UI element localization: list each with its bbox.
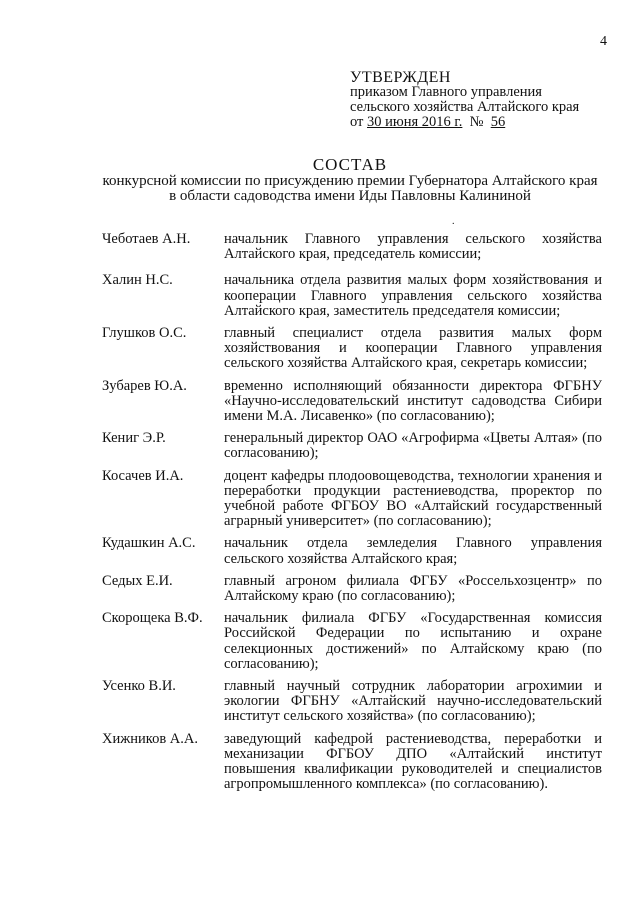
member-name: Кениг Э.Р. bbox=[102, 430, 166, 447]
member-row bbox=[102, 379, 602, 425]
document-subtitle-line-1: конкурсной комиссии по присуждению премии Губернатора Алтайского края bbox=[102, 173, 598, 189]
document-title: СОСТАВ bbox=[312, 155, 388, 174]
document-title-block bbox=[60, 156, 640, 204]
member-row bbox=[102, 611, 602, 672]
member-name: Зубарев Ю.А. bbox=[102, 377, 187, 394]
approval-date-prefix: от bbox=[350, 114, 368, 130]
member-name: Чеботаев А.Н. bbox=[102, 231, 191, 247]
member-row bbox=[102, 232, 602, 262]
member-row bbox=[102, 326, 602, 372]
approval-number-prefix: № bbox=[462, 114, 491, 130]
scan-dot: . bbox=[452, 216, 455, 227]
member-name: Косачев И.А. bbox=[102, 467, 184, 484]
member-name: Халин Н.С. bbox=[102, 272, 173, 289]
member-row bbox=[102, 273, 602, 319]
approval-department-line: сельского хозяйства Алтайского края bbox=[350, 99, 580, 115]
member-role: генеральный директор ОАО «Агрофирма «Цветы Алтая» (по согласованию); bbox=[224, 430, 602, 462]
approval-stamp bbox=[350, 70, 610, 130]
member-role: главный агроном филиала ФГБУ «Россельхозцентр» по Алтайскому краю (по согласованию); bbox=[224, 572, 602, 605]
member-role: заведующий кафедрой растениеводства, переработки и механизации ФГБОУ ДПО «Алтайский институт повышения квалификации руководителей и специалистов агропромышленного комплекса» (по согласованию). bbox=[224, 730, 602, 793]
member-name: Усенко В.И. bbox=[102, 678, 176, 695]
document-subtitle-line-2: в области садоводства имени Иды Павловны Калининой bbox=[169, 188, 531, 204]
member-role: начальник отдела земледелия Главного управления сельского хозяйства Алтайского края; bbox=[224, 535, 602, 567]
member-row bbox=[102, 679, 602, 725]
member-name: Скорощека В.Ф. bbox=[102, 610, 203, 627]
member-role: главный специалист отдела развития малых форм хозяйствования и кооперации Главного управления сельского хозяйства Алтайского края, секретарь комиссии; bbox=[224, 325, 602, 372]
member-name: Кудашкин А.С. bbox=[102, 535, 196, 552]
member-name: Глушков О.С. bbox=[102, 325, 187, 342]
member-role: начальника отдела развития малых форм хозяйствования и кооперации Главного управления сельского хозяйства Алтайского края, заместитель председателя комиссии; bbox=[224, 272, 602, 319]
members-list bbox=[102, 232, 602, 793]
member-role: временно исполняющий обязанности директора ФГБНУ «Научно-исследовательский институт садоводства Сибири имени М.А. Лисавенко» (по согласованию); bbox=[224, 377, 602, 425]
member-role: начальник филиала ФГБУ «Государственная комиссия Российской Федерации по испытанию и охране селекционных достижений» по Алтайскому краю (по согласованию); bbox=[224, 610, 602, 672]
member-row bbox=[102, 574, 602, 604]
member-row bbox=[102, 469, 602, 530]
member-name: Седых Е.И. bbox=[102, 572, 173, 589]
approval-date: 30 июня 2016 г. bbox=[367, 114, 463, 130]
approval-order-line: приказом Главного управления bbox=[350, 84, 542, 100]
page-number: 4 bbox=[600, 34, 607, 49]
member-role: начальник Главного управления сельского хозяйства Алтайского края, председатель комиссии; bbox=[224, 231, 602, 263]
approval-number: 56 bbox=[490, 114, 506, 130]
approved-heading: УТВЕРЖДЕН bbox=[350, 69, 451, 86]
member-role: главный научный сотрудник лаборатории агрохимии и экологии ФГБНУ «Алтайский научно-исследовательский институт сельского хозяйства» (по согласованию); bbox=[224, 678, 602, 725]
member-row bbox=[102, 536, 602, 566]
approval-date-line bbox=[350, 115, 610, 130]
member-row bbox=[102, 732, 602, 793]
member-row bbox=[102, 431, 602, 461]
member-name: Хижников А.А. bbox=[102, 730, 198, 747]
member-role: доцент кафедры плодоовощеводства, технологии хранения и переработки продукции растениеводства, проректор по учебной работе ФГБОУ ВО «Алтайский государственный аграрный университет» (по согласованию); bbox=[224, 467, 602, 530]
